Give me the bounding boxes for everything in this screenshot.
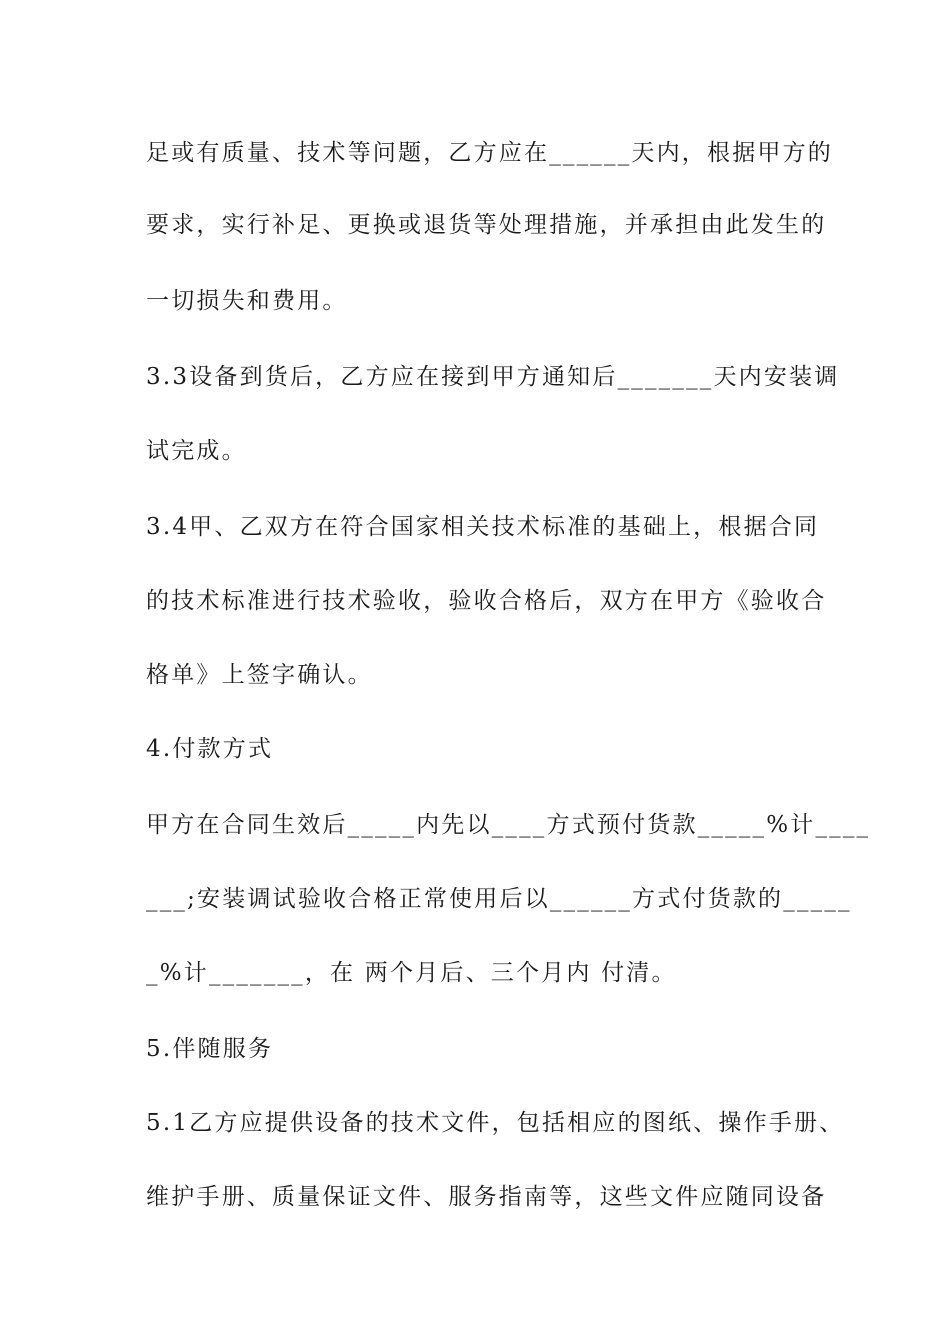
payment-line-3: _%计_______，在 两个月后、三个月内 付清。 — [146, 960, 677, 986]
heading-accompanying-services: 5.伴随服务 — [146, 1036, 274, 1062]
section-5-1-line-1: 5.1乙方应提供设备的技术文件，包括相应的图纸、操作手册、 — [146, 1110, 845, 1136]
text-line-3: 一切损失和费用。 — [146, 288, 348, 314]
section-3-3-line-2: 试完成。 — [146, 438, 247, 464]
text-line-2: 要求，实行补足、更换或退货等处理措施，并承担由此发生的 — [146, 212, 827, 238]
section-3-4-line-2: 的技术标准进行技术验收，验收合格后，双方在甲方《验收合 — [146, 588, 827, 614]
payment-line-1: 甲方在合同生效后_____内先以____方式预付货款_____%计____ — [146, 812, 871, 838]
section-3-3-line-1: 3.3设备到货后，乙方应在接到甲方通知后_______天内安装调 — [146, 364, 840, 390]
section-5-1-line-2: 维护手册、质量保证文件、服务指南等，这些文件应随同设备 — [146, 1184, 827, 1210]
heading-payment-method: 4.付款方式 — [146, 736, 274, 762]
text-line-1: 足或有质量、技术等问题，乙方应在______天内，根据甲方的 — [146, 140, 833, 166]
payment-line-2: ___;安装调试验收合格正常使用后以______方式付货款的_____ — [146, 886, 852, 912]
section-3-4-line-3: 格单》上签字确认。 — [146, 662, 373, 688]
section-3-4-line-1: 3.4甲、乙双方在符合国家相关技术标准的基础上，根据合同 — [146, 514, 820, 540]
